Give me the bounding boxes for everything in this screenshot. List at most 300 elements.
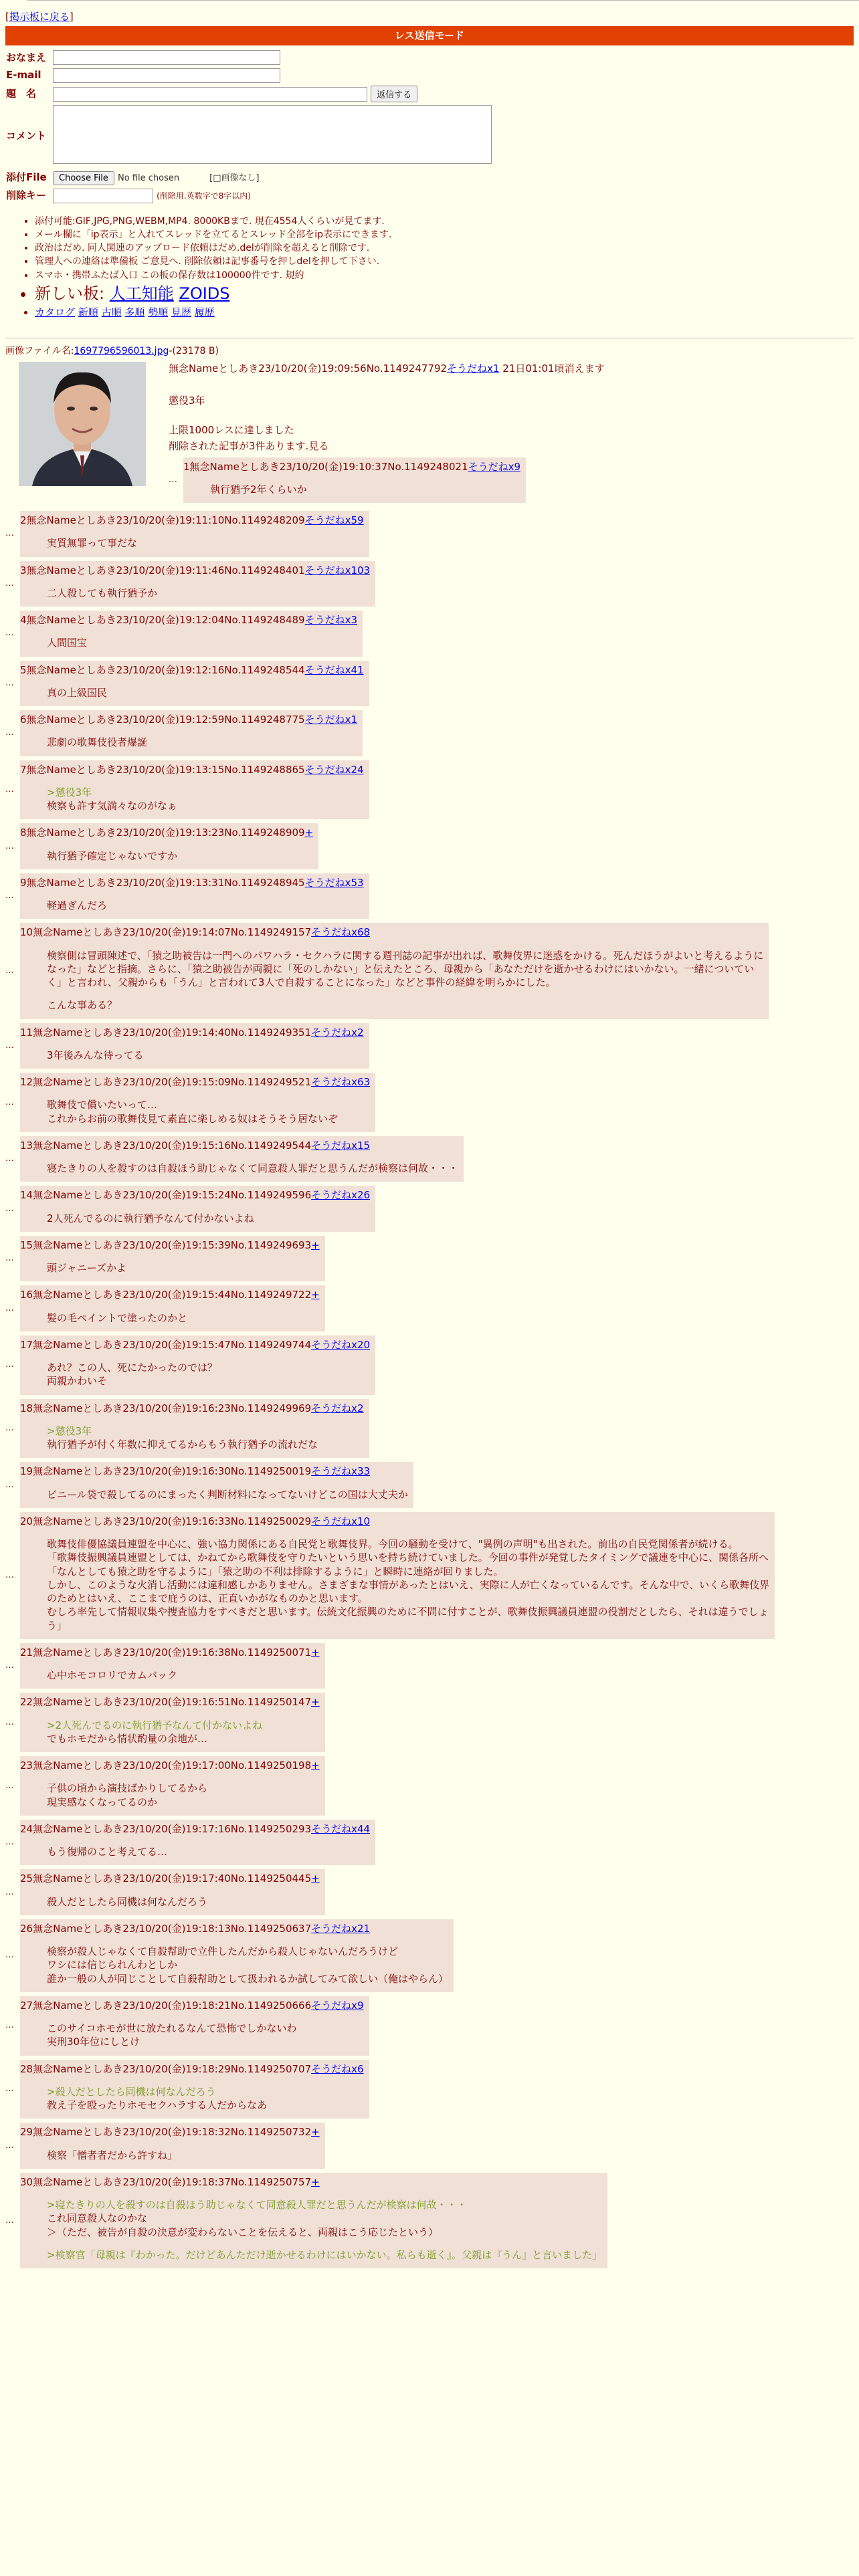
reply-number: 17 [20, 1338, 33, 1351]
reply-text-line: >殺人だとしたら同機は何なんだろう [47, 2085, 216, 2098]
reply-body [20, 1886, 320, 1909]
reply-text-line: これ同意殺人なのかな [47, 2212, 148, 2225]
reply-body [20, 1252, 320, 1275]
reply [5, 1023, 854, 1069]
sodane-link[interactable]: + [304, 827, 314, 839]
reply-meta: 無念Nameとしあき23/10/20(金)19:14:40No.1149249351 [33, 1026, 312, 1039]
reply-menu-dots[interactable]: … [5, 1154, 14, 1164]
reply-number: 11 [20, 1026, 33, 1039]
reply-text-line: 執行猶予が付く年数に抑えてるからもう執行猶予の流れだな [47, 1438, 318, 1451]
reply-body [20, 1302, 320, 1325]
op-body [169, 362, 605, 508]
reply-meta: 無念Nameとしあき23/10/20(金)19:15:09No.1149249521 [33, 1076, 312, 1089]
reply [5, 1335, 854, 1395]
sodane-link[interactable]: + [311, 1289, 320, 1301]
board-link-zoids[interactable]: ZOIDS [179, 284, 230, 304]
reply-header [20, 1239, 320, 1252]
reply-text-line: 心中ホモコロリでカムバック [47, 1669, 178, 1682]
sodane-link[interactable]: そうだねx63 [311, 1076, 371, 1089]
reply-text-line: 殺人だとしたら同機は何なんだろう [47, 1895, 208, 1908]
reply-number: 24 [20, 1822, 33, 1835]
reply-box [20, 923, 769, 1018]
submit-button[interactable]: 返信する [371, 86, 417, 102]
blank-line [47, 2239, 602, 2248]
reply-text-line: こんな事ある？ [47, 999, 118, 1012]
reply-box [20, 1462, 413, 1508]
reply-box [20, 661, 369, 707]
reply-header [20, 1922, 448, 1935]
reply-meta: 無念Nameとしあき23/10/20(金)19:18:21No.1149250666 [33, 1999, 312, 2012]
reply [5, 1996, 854, 2056]
reply-text-line: 検察側は冒頭陳述で、「猿之助被告は一門へのパワハラ・セクハラに関する週刊誌の記事が出れば、歌舞伎界に迷惑をかける。死んだほうがよいと考えるように [47, 949, 764, 962]
first-reply-slot [169, 457, 605, 504]
reply-header [183, 460, 520, 473]
delete-key-input[interactable] [53, 189, 153, 203]
reply-text-line: >懲役3年 [47, 1424, 92, 1437]
sodane-link[interactable]: + [311, 1696, 320, 1709]
reply-meta: 無念Nameとしあき23/10/20(金)19:18:37No.1149250757 [33, 2175, 312, 2188]
reply-number: 25 [20, 1872, 33, 1885]
sodane-link[interactable]: そうだねx9 [468, 460, 520, 473]
reply-meta: 無念Nameとしあき23/10/20(金)19:17:40No.1149250445 [33, 1872, 312, 1885]
reply [5, 1236, 854, 1282]
reply [5, 1512, 854, 1639]
reply [5, 1462, 854, 1508]
reply [5, 1820, 854, 1866]
sodane-link[interactable]: そうだねx9 [311, 1999, 364, 2012]
sodane-link[interactable]: そうだねx1 [304, 714, 357, 726]
reply-text-line: でもホモだから情状酌量の余地が… [47, 1732, 208, 1745]
sodane-link[interactable]: + [311, 2126, 320, 2139]
reply-menu-dots[interactable]: … [5, 1423, 14, 1434]
reply-menu-dots[interactable]: … [5, 677, 14, 688]
reply [5, 1186, 854, 1232]
sodane-link[interactable]: そうだねx53 [304, 876, 364, 889]
reply-text-line: 真の上級国民 [47, 686, 108, 699]
op-post [5, 362, 854, 508]
op-header: 無念Nameとしあき23/10/20(金)19:09:56No.1149247792そうだねx1 21日01:01頃消えます [169, 362, 605, 374]
reply-number: 16 [20, 1289, 33, 1301]
reply-text-line: 歌舞伎で償いたいって… [47, 1099, 158, 1111]
sort-momentum-link[interactable]: 勢順 [148, 306, 169, 318]
reply-meta: 無念Nameとしあき23/10/20(金)19:12:59No.1149248775 [26, 714, 305, 726]
reply-header [20, 1515, 769, 1528]
reply-meta: 無念Nameとしあき23/10/20(金)19:16:38No.1149250071 [33, 1646, 312, 1658]
reply-header [20, 763, 364, 776]
note-item[interactable]: • スマホ・携帯ふたば入口 この板の保存数は100000件です. 規約 [35, 269, 859, 282]
reply-text-line: >検察官「母親は『わかった。だけどあんただけ逝かせるわけにはいかない。私らも逝く』。父親は『うん』と言いました」 [47, 2248, 603, 2261]
reply [5, 1919, 854, 1992]
reply-text-line: このサイコホモが世に放たれるなんて恐怖でしかないわ [47, 2022, 297, 2035]
catalog-links [35, 306, 859, 320]
reply-header [20, 1822, 370, 1836]
reply-text-line: 髪の毛ペイントで塗ったのかと [47, 1311, 188, 1324]
reply-header [20, 613, 357, 627]
reply-header [20, 1188, 370, 1202]
reply-body [20, 1415, 364, 1452]
reply [5, 561, 854, 607]
subject-label: 題 名 [6, 87, 37, 100]
sodane-link[interactable]: そうだねx20 [311, 1338, 371, 1351]
delete-key-note: (削除用.英数字で8字以内) [157, 191, 251, 201]
reply-header [20, 1139, 458, 1152]
sodane-link[interactable]: そうだねx15 [311, 1139, 371, 1152]
reply-menu-dots[interactable]: … [5, 1837, 14, 1848]
reply-menu-dots[interactable]: … [5, 784, 14, 795]
reply-list [5, 511, 854, 2268]
reply-box [20, 1756, 325, 1816]
reply-header [20, 1338, 370, 1352]
reply-header [20, 2175, 602, 2189]
reply-body [20, 726, 357, 749]
reply [5, 1136, 854, 1182]
reply [5, 1399, 854, 1459]
reply-body [20, 1836, 370, 1858]
reply-body [20, 627, 357, 649]
reply [5, 2060, 854, 2119]
reply-number: 27 [20, 1999, 33, 2012]
reply-header [20, 564, 370, 577]
sodane-link[interactable]: そうだねx41 [304, 663, 364, 676]
reply-number: 28 [20, 2062, 33, 2075]
reply-body [20, 677, 364, 700]
reply-header [20, 1999, 364, 2012]
sodane-link[interactable]: そうだねx59 [304, 514, 364, 527]
reply-box [20, 561, 375, 607]
reply-box [20, 2123, 325, 2169]
reply-header [20, 1695, 320, 1709]
reply-body [20, 527, 364, 550]
reply-menu-dots[interactable]: … [5, 891, 14, 901]
reply-text-line: 悲劇の歌舞伎役者爆誕 [47, 736, 148, 749]
sodane-link[interactable]: そうだねx103 [304, 564, 371, 576]
reply-body [20, 1659, 320, 1682]
reply-menu-dots[interactable]: … [5, 1717, 14, 1727]
reply-number: 23 [20, 1759, 33, 1772]
reply [5, 1643, 854, 1689]
history-link[interactable]: 履歴 [194, 306, 215, 318]
reply-body [20, 1479, 408, 1501]
new-board-item: • 新しい板: 人工知能 ZOIDS [35, 282, 859, 306]
op-like-link[interactable]: そうだねx1 [447, 362, 500, 374]
reply-meta: 無念Nameとしあき23/10/20(金)19:11:10No.1149248209 [26, 514, 305, 527]
reply-body [20, 1528, 769, 1632]
reply-meta: 無念Nameとしあき23/10/20(金)19:17:00No.1149250198 [33, 1759, 312, 1772]
reply-menu-dots[interactable]: … [5, 2020, 14, 2031]
reply [5, 1756, 854, 1816]
reply-menu-dots[interactable]: … [5, 1479, 14, 1490]
reply-menu-dots[interactable]: … [5, 1303, 14, 1313]
sodane-link[interactable]: そうだねx6 [311, 2062, 364, 2075]
sodane-link[interactable]: そうだねx24 [304, 763, 364, 776]
reply-number: 10 [20, 926, 33, 939]
comment-label: コメント [6, 130, 47, 142]
note-item: • 添付可能:GIF,JPG,PNG,WEBM,MP4. 8000KBまで. 現在4554人くらいが見てます. [35, 215, 859, 228]
reply-meta: 無念Nameとしあき23/10/20(金)19:18:29No.1149250707 [33, 2062, 312, 2075]
reply-menu-dots[interactable]: … [5, 2084, 14, 2095]
reply-header [20, 663, 364, 677]
reply-text-line: 頭ジャニーズかよ [47, 1262, 126, 1275]
reply-number: 3 [20, 564, 27, 576]
reply-text-line: ワシには信じられんわとしか [47, 1959, 178, 1971]
reply-number: 7 [20, 763, 27, 776]
reply-menu-dots[interactable]: … [5, 1660, 14, 1671]
reply-menu-dots[interactable]: … [5, 2140, 14, 2151]
reply-text-line: もう復帰のこと考えてる… [47, 1846, 168, 1858]
reply-text-line: むしろ率先して情報収集や捜査協力をすべきだと思います。伝統文化振興のために不問に付すことが、歌舞伎振興議員連盟の役割だとしたら、それは違うでしょ [47, 1606, 769, 1618]
reply-text-line: 「なんとしても猿之助を守るように」「猿之助の不利は排除するように」と瞬時に連絡が回りました。 [47, 1565, 504, 1578]
reply-body [20, 1152, 458, 1175]
reply-menu-dots[interactable]: … [5, 841, 14, 851]
reply-text-line: 検察「憎者者だから許すね」 [47, 2149, 178, 2161]
reply-meta: 無念Nameとしあき23/10/20(金)19:18:32No.1149250732 [33, 2126, 312, 2139]
reply-menu-dots[interactable]: … [169, 474, 177, 485]
reply-header [20, 2125, 320, 2139]
reply-menu-dots[interactable]: … [5, 2215, 14, 2226]
reply-mode-banner: レス送信モード [5, 26, 854, 45]
reply-box [20, 1136, 464, 1182]
reply [5, 2123, 854, 2169]
reply-number: 20 [20, 1515, 33, 1527]
reply-text-line: 教え子を殴ったりホモセクハラする人だからなあ [47, 2099, 268, 2112]
reply-box [20, 1919, 454, 1992]
op-text: 懲役3年 [169, 394, 205, 407]
thread [0, 345, 859, 2268]
sort-old-link[interactable]: 古順 [101, 306, 122, 318]
image-file-link[interactable]: 1697796596013.jpg [74, 345, 169, 356]
reply-meta: 無念Nameとしあき23/10/20(金)19:18:13No.1149250637 [33, 1922, 312, 1935]
back-nav: [掲示板に戻る] [5, 11, 74, 23]
sodane-link[interactable]: + [311, 1872, 320, 1885]
reply-header [20, 1759, 320, 1772]
email-input[interactable] [53, 68, 280, 83]
reply-header [20, 926, 763, 939]
portrait-image [19, 362, 146, 486]
reply-text-line: >寝たきりの人を殺すのは自殺ほう助じゃなくて同意殺人罪だと思うんだが検察は何故・・・ [47, 2199, 467, 2212]
reply-body [20, 2076, 364, 2113]
sodane-link[interactable]: そうだねx2 [311, 1402, 364, 1414]
image-file-info: 画像ファイル名:1697796596013.jpg-(23178 B) [5, 345, 219, 356]
reply-number: 2 [20, 514, 27, 527]
reply-text-line: 「歌舞伎振興議員連盟としては、かねてから歌舞伎を守りたいという思いを持ち続けていました。今回の事件が発覚したタイミングで議連を中心に、関係各所へ [47, 1551, 769, 1564]
reply [5, 1693, 854, 1752]
no-image-toggle[interactable]: [□画像なし] [209, 173, 260, 184]
reply-text-line: これからお前の歌舞伎見て素直に楽しめる奴はそうそう居ないぞ [47, 1112, 339, 1125]
reply [5, 1869, 854, 1915]
reply-box [20, 760, 369, 820]
subject-input[interactable] [53, 87, 367, 102]
reply-box [20, 1285, 325, 1331]
catalog-link[interactable]: カタログ [35, 306, 76, 318]
reply-meta: 無念Nameとしあき23/10/20(金)19:15:16No.1149249544 [33, 1139, 312, 1152]
reply-text-line: ＞（ただ、被告が自殺の決意が変わらないことを伝えると、両親はこう応じたという） [47, 2226, 439, 2238]
reply-text-line: 人間国宝 [47, 637, 88, 649]
reply-body [20, 1772, 320, 1809]
reply-text-line: 軽過ぎんだろ [47, 899, 108, 912]
board-link-ai[interactable]: 人工知能 [109, 284, 174, 304]
reply-menu-dots[interactable]: … [5, 1360, 14, 1370]
reply-text-line: あれ？この人、死にたかったのでは？ [47, 1362, 218, 1374]
reply-menu-dots[interactable]: … [5, 1097, 14, 1107]
reply-header [20, 713, 357, 726]
sodane-link[interactable]: そうだねx3 [304, 614, 357, 627]
reply-text-line: 検察が殺人じゃなくて自殺幇助で立件したんだから殺人じゃないんだろうけど [47, 1945, 399, 1958]
op-expire: 21日01:01頃消えます [502, 362, 605, 374]
reply-box [20, 1399, 369, 1459]
post-form [5, 48, 492, 205]
reply-text-line: う」 [47, 1619, 68, 1632]
reply-body [20, 776, 364, 813]
reply-menu-dots[interactable]: … [5, 1950, 14, 1961]
reply-number: 5 [20, 663, 27, 676]
viewed-history-link[interactable]: 見歴 [171, 306, 191, 318]
reply-text-line: 検察も許す気満々なのがなぁ [47, 800, 178, 813]
sodane-link[interactable]: そうだねx26 [311, 1189, 371, 1202]
reply-box [20, 823, 318, 869]
sodane-link[interactable]: そうだねx21 [311, 1922, 371, 1935]
reply-number: 30 [20, 2175, 33, 2188]
reply-meta: 無念Nameとしあき23/10/20(金)19:15:44No.1149249722 [33, 1289, 312, 1301]
reply-number: 6 [20, 714, 27, 726]
reply-text-line: 執行猶予2年くらいか [210, 483, 307, 496]
reply-body [20, 1089, 370, 1125]
reply-body [20, 1352, 370, 1388]
reply-number: 19 [20, 1465, 33, 1478]
reply [5, 1073, 854, 1132]
reply-meta: 無念Nameとしあき23/10/20(金)19:15:24No.1149249596 [33, 1189, 312, 1202]
reply [5, 1285, 854, 1331]
reply-text-line: 3年後みんな待ってる [47, 1049, 144, 1061]
name-label: おなまえ [6, 51, 47, 64]
reply-text-line: 二人殺しても執行猶予か [47, 586, 158, 599]
reply-meta: 無念Nameとしあき23/10/20(金)19:12:04No.1149248489 [26, 614, 305, 627]
reply-menu-dots[interactable]: … [5, 1570, 14, 1580]
reply-number: 4 [20, 614, 27, 627]
sort-many-link[interactable]: 多順 [124, 306, 145, 318]
reply-header [20, 1026, 364, 1039]
sodane-link[interactable]: + [311, 2175, 320, 2188]
reply-text-line: 誰か一般の人が同じことして自殺幇助として扱われるか試してみて欲しい（俺はやらん） [47, 1972, 449, 1985]
reply-box [20, 873, 369, 920]
reply-box [20, 2173, 607, 2268]
reply-box [20, 1643, 325, 1689]
reply-header [20, 1872, 320, 1885]
reply-menu-dots[interactable]: … [5, 1887, 14, 1897]
sodane-link[interactable]: そうだねx33 [311, 1465, 371, 1478]
reply-body [20, 889, 364, 912]
reply-number: 9 [20, 876, 27, 889]
reply-header [20, 1075, 370, 1089]
reply-body [20, 1709, 320, 1746]
reply [5, 923, 854, 1018]
reply-box [20, 2060, 369, 2119]
reply-menu-dots[interactable]: … [5, 1040, 14, 1051]
sodane-link[interactable]: そうだねx2 [311, 1026, 364, 1039]
reply [5, 661, 854, 707]
thread-image[interactable] [19, 362, 146, 486]
reply-meta: 無念Nameとしあき23/10/20(金)19:17:16No.1149250293 [33, 1822, 312, 1835]
reply-menu-dots[interactable]: … [5, 628, 14, 639]
reply-header [20, 1646, 320, 1659]
reply-text-line: しかし、このような火消し活動には違和感しかありません。さまざまな事情があったとはいえ、実際に人が亡くなっているんです。そんな中で、いくら歌舞伎界 [47, 1578, 770, 1591]
file-label: 添付File [6, 171, 47, 184]
back-to-board-link[interactable]: 掲示板に戻る [9, 11, 70, 23]
choose-file-button[interactable]: Choose File [53, 171, 114, 185]
sodane-link[interactable]: + [311, 1646, 320, 1658]
op-deleted-note[interactable]: 削除された記事が3件あります.見る [169, 440, 329, 453]
reply-box [20, 710, 363, 756]
reply-text-line: 歌舞伎俳優協議員連盟を中心に、強い協力関係にある自民党と歌舞伎界。今回の騒動を受けて、"異例の声明"も出された。前出の自民党関係者が続ける。 [47, 1538, 739, 1551]
reply-menu-dots[interactable]: … [5, 528, 14, 539]
reply-text-line: なった」などと指摘。さらに、「猿之助被告が両親に「死のしかない」と伝えたところ、母親から「あなただけを逝かせるわけにはいかない。一緒についてい [47, 962, 755, 975]
reply-box [20, 1820, 375, 1866]
board-notes [16, 215, 859, 320]
reply-box [20, 611, 363, 657]
reply-number: 26 [20, 1922, 33, 1935]
delete-key-label: 削除キー [6, 189, 47, 202]
reply-menu-dots[interactable]: … [5, 728, 14, 738]
sort-new-link[interactable]: 新順 [78, 306, 98, 318]
sodane-link[interactable]: + [311, 1239, 320, 1251]
reply-text-line: 2人死んでるのに執行猶予なんて付かないよね [47, 1212, 254, 1224]
reply [5, 823, 854, 869]
reply-text-line: 実質無罪って事だな [47, 537, 138, 550]
reply-text-line: >懲役3年 [47, 786, 92, 798]
reply-meta: 無念Nameとしあき23/10/20(金)19:13:23No.1149248909 [26, 827, 305, 839]
sodane-link[interactable]: そうだねx68 [311, 926, 371, 939]
sodane-link[interactable]: そうだねx10 [311, 1515, 371, 1527]
reply-menu-dots[interactable]: … [5, 578, 14, 588]
reply-meta: 無念Nameとしあき23/10/20(金)19:12:16No.1149248544 [26, 663, 305, 676]
reply-menu-dots[interactable]: … [5, 1780, 14, 1791]
reply-box [20, 1869, 325, 1915]
reply-header [20, 1288, 320, 1301]
reply-number: 1 [183, 460, 190, 473]
email-label: E-mail [6, 69, 41, 82]
note-item[interactable]: • 管理人への連絡は準備板 ご意見へ. 削除依頼は記事番号を押しdelを押して下さい. [35, 255, 859, 268]
reply [5, 873, 854, 920]
reply-number: 8 [20, 827, 27, 839]
reply-meta: 無念Nameとしあき23/10/20(金)19:16:33No.1149250029 [33, 1515, 312, 1527]
reply-menu-dots[interactable]: … [5, 1253, 14, 1264]
reply-box [20, 1512, 775, 1639]
reply-box [20, 1073, 375, 1132]
reply-box [20, 1236, 325, 1282]
reply-box [20, 1335, 375, 1395]
reply [169, 457, 605, 504]
reply-menu-dots[interactable]: … [5, 1203, 14, 1214]
reply-text-line: 両親かわいそ [47, 1375, 108, 1388]
reply-header [20, 1465, 408, 1478]
reply [5, 760, 854, 820]
reply-header [20, 514, 364, 527]
sodane-link[interactable]: そうだねx44 [311, 1822, 371, 1835]
comment-textarea[interactable] [53, 105, 492, 164]
reply-menu-dots[interactable]: … [5, 966, 14, 976]
note-item: • メール欄に「ip表示」と入れてスレッドを立てるとスレッド全部をip表示にできます. [35, 228, 859, 241]
reply-box [20, 1693, 325, 1752]
sodane-link[interactable]: + [311, 1759, 320, 1772]
reply-meta: 無念Nameとしあき23/10/20(金)19:10:37No.1149248021 [189, 460, 468, 473]
reply-header [20, 1402, 364, 1415]
reply-number: 13 [20, 1139, 33, 1152]
name-input[interactable] [53, 50, 280, 65]
reply-body [20, 840, 313, 863]
reply-meta: 無念Nameとしあき23/10/20(金)19:13:15No.1149248865 [26, 763, 305, 776]
note-item: • 政治はだめ. 同人関連のアップロード依頼はだめ.delが削除を超えると削除です. [35, 241, 859, 255]
reply [5, 2173, 854, 2268]
reply-number: 12 [20, 1076, 33, 1089]
